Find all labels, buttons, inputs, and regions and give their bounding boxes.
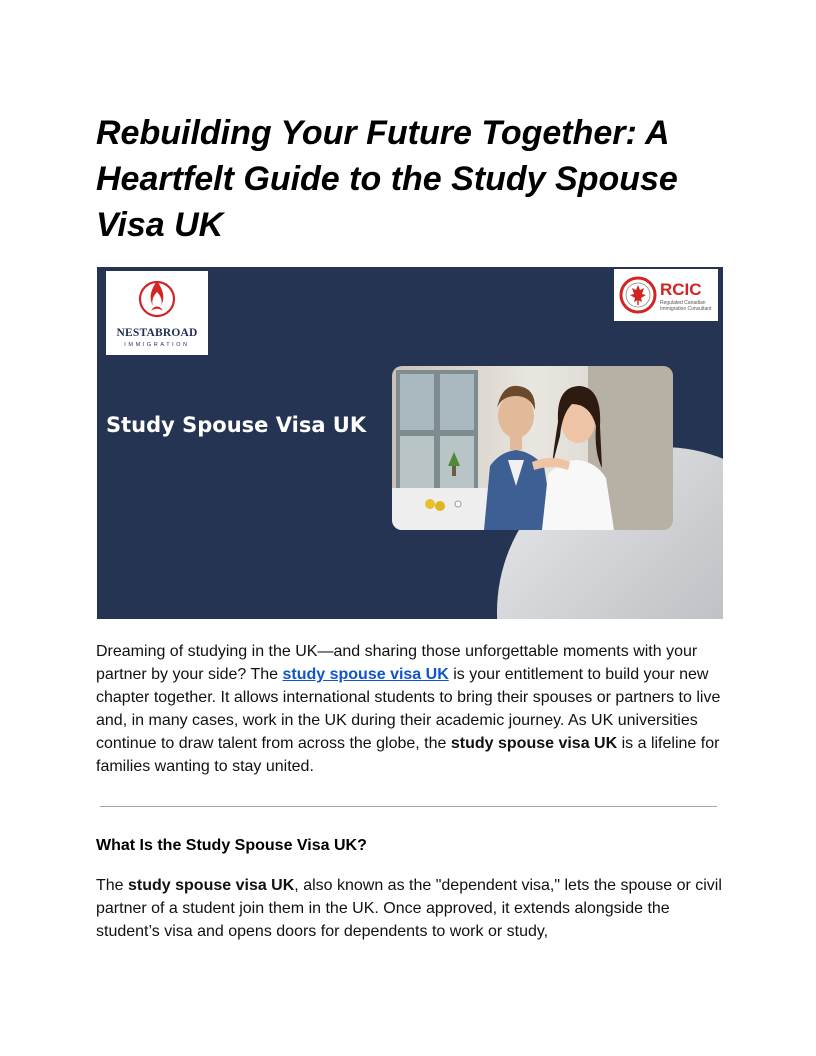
brand-name: NESTABROAD [116,327,198,339]
flame-logo-icon [106,271,208,327]
intro-paragraph [96,640,726,778]
maple-leaf-seal-icon [614,269,658,321]
hero-banner [97,267,723,619]
intro-text-3: is a lifeline for families wanting to stay united. [96,735,720,775]
brand-subtitle: IMMIGRATION [124,342,190,348]
intro-text-2: is your entitlement to build your new chapter together. It allows international students to bring their spouses or partners to live and, in many cases, work in the UK during their academic journey. As UK universities continue to draw talent from across the globe, the [96,666,721,752]
nestabroad-logo [106,271,208,355]
section-paragraph [96,874,726,943]
section-heading: What Is the Study Spouse Visa UK? [96,837,367,854]
couple-photo-image [392,366,673,530]
section-text-2: , also known as the "dependent visa," lets the spouse or civil partner of a student join them in the UK. Once approved, it extends alongside the student’s visa and opens doors for dependents to work or study, [96,877,722,940]
badge-subtitle: Regulated Canadian Immigration Consultant [660,300,712,312]
section-bold-term: study spouse visa UK [128,877,295,894]
couple-photo [392,366,673,530]
section-text-1: The [96,877,129,894]
intro-text-1: Dreaming of studying in the UK—and sharing those unforgettable moments with your partner by your side? The [96,643,698,683]
section-divider [100,806,717,807]
intro-bold-term: study spouse visa UK [450,735,618,752]
article-title: Rebuilding Your Future Together: A Heartfelt Guide to the Study Spouse Visa UK [96,114,678,244]
study-spouse-visa-link[interactable]: study spouse visa UK [282,666,449,683]
badge-name: RCIC [660,280,702,299]
rcic-badge [614,269,718,321]
banner-heading: Study Spouse Visa UK [106,413,367,437]
